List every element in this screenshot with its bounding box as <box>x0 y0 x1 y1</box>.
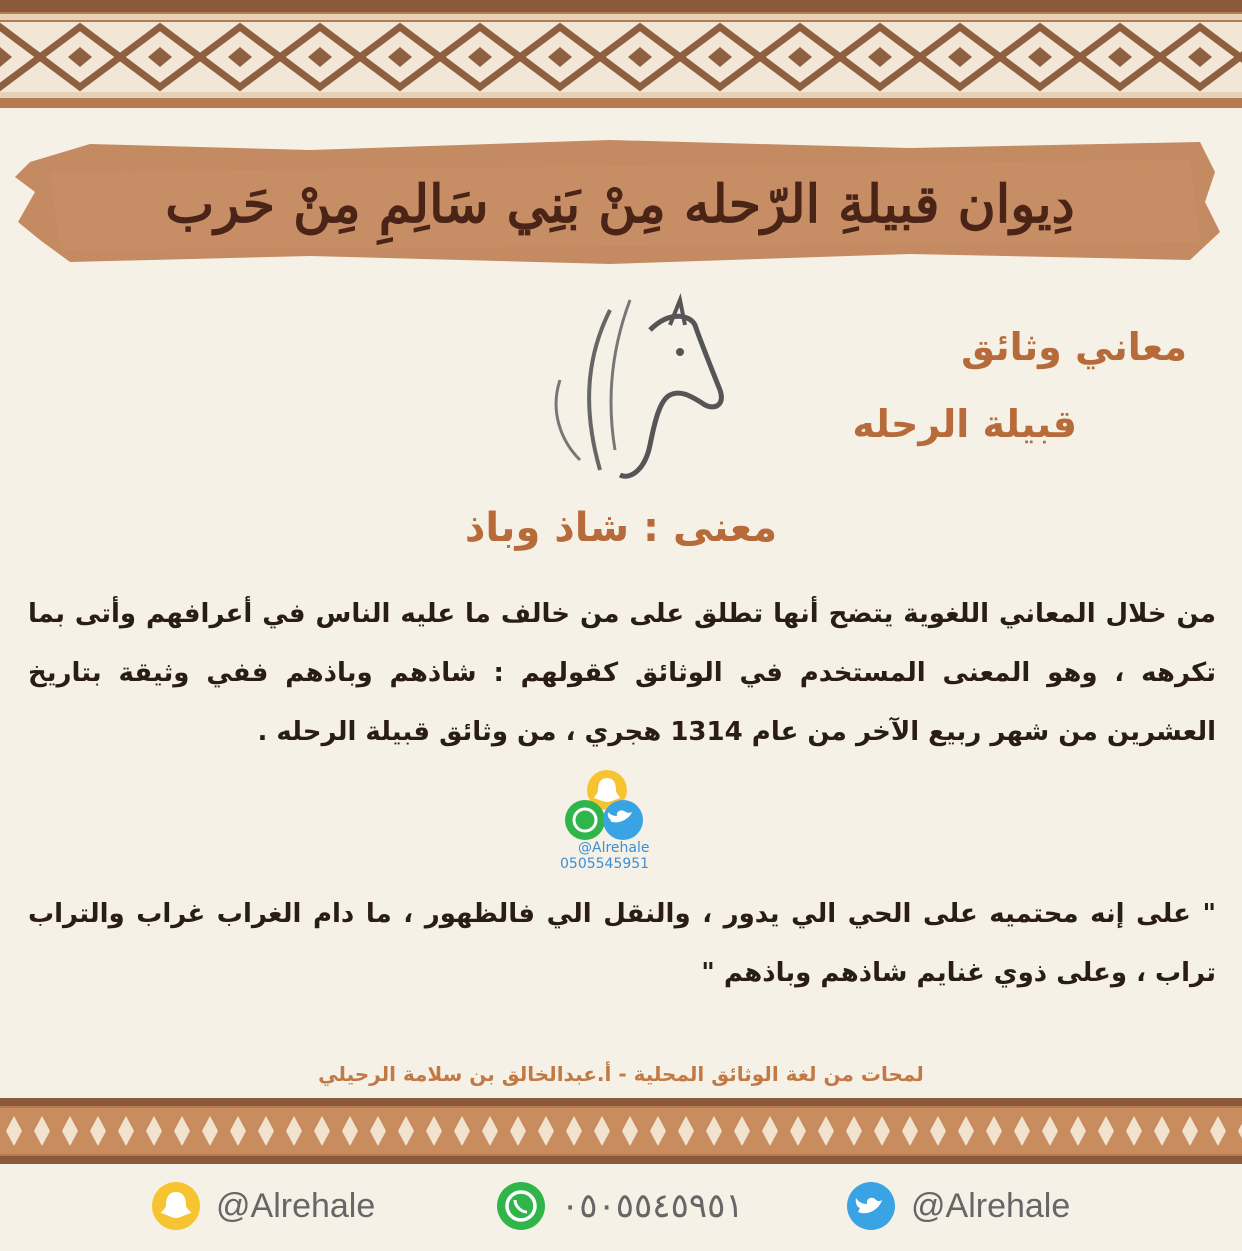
snapchat-handle: @Alrehale <box>216 1186 376 1225</box>
whatsapp-number: ٠٥٠٥٥٤٥٩٥١ <box>561 1187 744 1225</box>
explanation-paragraph: من خلال المعاني اللغوية يتضح أنها تطلق على من خالف ما عليه الناس في أعرافهم وأتى بما تكرهه ، وهو المعنى المستخدم في الوثائق كقولهم : شاذهم وباذهم ففي وثيقة بتاريخ العشرين من شهر ربيع الآخر من عام 1314 هجري ، من وثائق قبيلة الرحله . <box>28 599 1216 747</box>
watermark-handle: @Alrehale <box>578 840 650 856</box>
footer-snapchat[interactable] <box>150 1180 375 1232</box>
meaning-heading: معنى : شاذ وباذ <box>464 505 778 551</box>
twitter-handle: @Alrehale <box>911 1186 1071 1225</box>
top-pattern-band <box>0 0 1242 108</box>
horse-head-icon <box>520 270 740 500</box>
twitter-icon <box>845 1180 897 1232</box>
footer-whatsapp[interactable] <box>495 1180 744 1232</box>
snapchat-icon <box>150 1180 202 1232</box>
whatsapp-icon <box>565 800 605 840</box>
subtitle-line-2: قبيلة الرحله <box>852 402 1077 446</box>
bottom-pattern-band <box>0 1098 1242 1164</box>
footer-twitter[interactable] <box>845 1180 1070 1232</box>
subtitle-line-1: معاني وثائق <box>961 325 1187 369</box>
watermark-phone: 0505545951 <box>560 856 650 872</box>
quote-paragraph: " على إنه محتميه على الحي الي يدور ، والنقل الي فالظهور ، ما دام الغراب غراب والتراب تراب ، وعلى ذوي غنايم شاذهم وباذهم " <box>28 899 1216 988</box>
source-credit: لمحات من لغة الوثائق المحلية - أ.عبدالخالق بن سلامة الرحيلي <box>318 1062 924 1086</box>
whatsapp-icon <box>495 1180 547 1232</box>
page-title: دِيوان قبيلةِ الرّحله مِنْ بَنِي سَالِمِ مِنْ حَرب <box>165 174 1075 235</box>
